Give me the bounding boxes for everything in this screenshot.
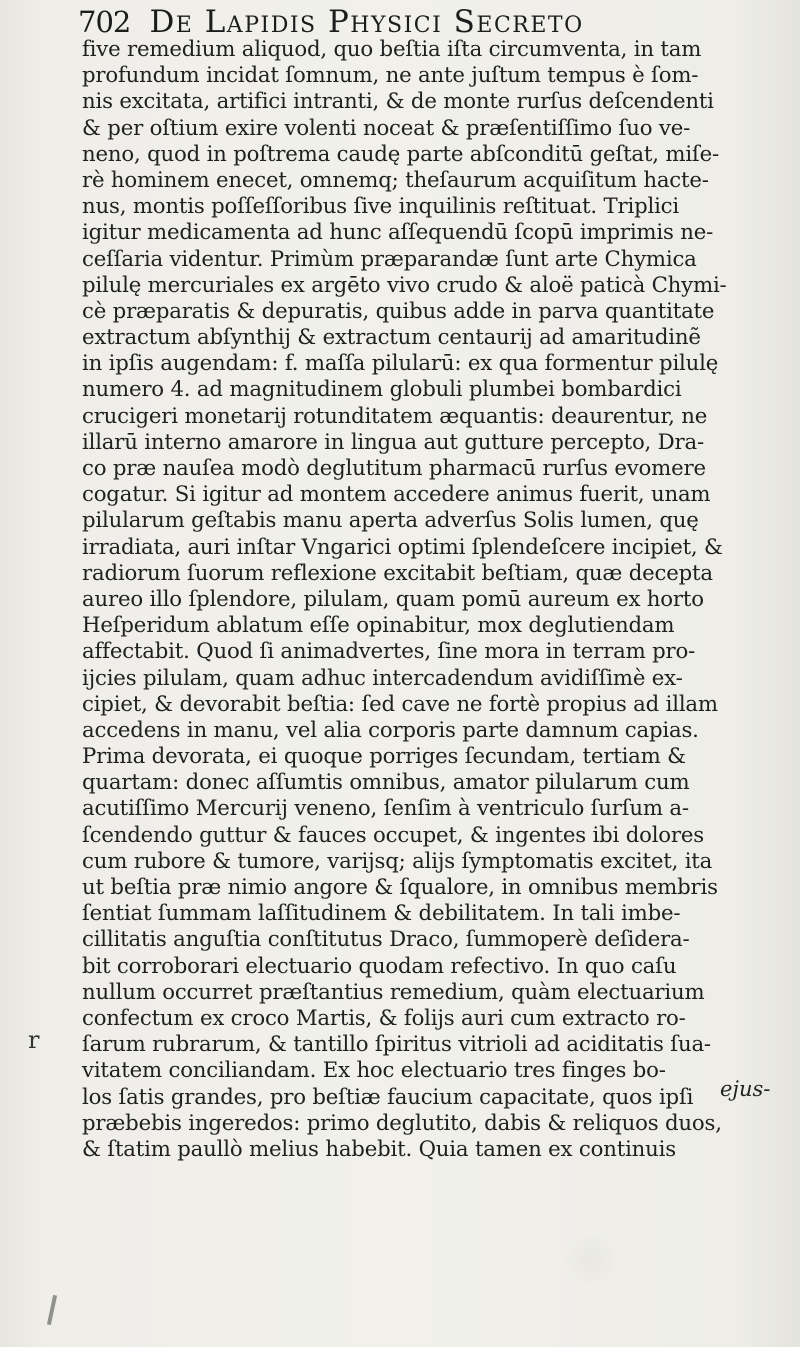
text-line: nullum occurret præſtantius remedium, quàm electuarium [82,979,705,1005]
margin-pen-stroke [47,1295,57,1325]
paper-stain [560,1230,620,1290]
text-line: cillitatis anguſtia conſtitutus Draco, ſummoperè deſidera- [82,927,690,953]
text-line: nus, montis poſſeſſoribus ſive inquilinis reſtituat. Triplici [82,194,679,220]
text-line: ceſſaria videntur. Primùm præparandæ ſunt arte Chymica [82,246,697,272]
margin-mark: r [28,1026,40,1054]
text-line: profundum incidat ſomnum, ne ante juſtum tempus è ſom- [82,63,699,89]
page-number: 702 [78,5,131,39]
text-line: aureo illo ſplendore, pilulam, quam pomū aureum ex horto [82,586,704,612]
text-line: ſcendendo guttur & fauces occupet, & ingentes ibi dolores [82,822,704,848]
text-line: Heſperidum ablatum eſſe opinabitur, mox deglutiendam [82,613,675,639]
text-line: extractum abſynthij & extractum centaurij ad amaritudinẽ [82,325,701,351]
text-line: & ſtatim paullò melius habebit. Quia tamen ex continuis [82,1136,676,1162]
text-line: illarū interno amarore in lingua aut gutture percepto, Dra- [82,429,704,455]
text-line: cogatur. Si igitur ad montem accedere animus fuerit, unam [82,482,711,508]
text-line: ut beſtia præ nimio angore & ſqualore, in omnibus membris [82,875,718,900]
text-line: acutiſſimo Mercurij veneno, ſenſim à ventriculo ſurſum a- [82,796,689,822]
catchword: ejus- [720,1077,771,1101]
text-line: neno, quod in poſtrema caudę parte abſconditū geſtat, miſe- [82,141,719,167]
text-line: co præ nauſea modò deglutitum pharmacū rurſus evomere [82,456,706,481]
text-line: cipiet, & devorabit beſtia: ſed cave ne fortè propius ad illam [82,691,718,717]
text-line: numero 4. ad magnitudinem globuli plumbei bombardici [82,377,682,403]
text-line: igitur medicamenta ad hunc aſſequendū ſcopū imprimis ne- [82,220,714,246]
text-line: in ipſis augendam: f. maſſa pilularū: ex qua formentur pilulę [82,351,719,377]
text-line: ſarum rubrarum, & tantillo ſpiritus vitrioli ad aciditatis ſua- [82,1032,711,1058]
text-line: los ſatis grandes, pro beſtiæ faucium capacitate, quos ipſi [82,1084,694,1110]
text-line: pilularum geſtabis manu aperta adverſus Solis lumen, quę [82,508,699,534]
text-line: bit corroborari electuario quodam refectivo. In quo caſu [82,953,677,979]
text-line: Prima devorata, ei quoque porriges ſecundam, tertiam & [82,744,686,770]
text-line: accedens in manu, vel alia corporis parte damnum capias. [82,717,699,743]
body-text [82,37,800,1163]
text-line: affectabit. Quod ſi animadvertes, ſine mora in terram pro- [82,639,696,665]
text-line: & per oſtium exire volenti noceat & præſentiſſimo ſuo ve- [82,115,691,141]
text-line: vitatem conciliandam. Ex hoc electuario tres finges bo- [82,1058,666,1084]
text-line: ijcies pilulam, quam adhuc intercadendum avidiſſimè ex- [82,665,683,691]
text-line: crucigeri monetarij rotunditatem æquantis: deaurentur, ne [82,403,708,429]
text-line: præbebis ingeredos: primo deglutito, dabis & reliquos duos, [82,1110,722,1136]
text-line: nis excitata, artifici intranti, & de monte rurſus deſcendenti [82,89,714,115]
running-title: De Lapidis Physici Secreto [149,4,584,40]
text-line: five remedium aliquod, quo beſtia iſta circumventa, in tam [82,37,702,62]
text-line: ſentiat ſummam laſſitudinem & debilitatem. In tali imbe- [82,901,681,927]
text-line: cum rubore & tumore, varijsq; alijs ſymptomatis excitet, ita [82,848,713,874]
text-line: radiorum ſuorum reflexione excitabit beſtiam, quæ decepta [82,560,713,586]
text-line: cè præparatis & depuratis, quibus adde in parva quantitate [82,298,715,324]
text-line: pilulę mercuriales ex argēto vivo crudo & aloë paticà Chymi- [82,272,727,298]
text-line: irradiata, auri inſtar Vngarici optimi ſplendeſcere incipiet, & [82,534,723,560]
text-line: quartam: donec aſſumtis omnibus, amator pilularum cum [82,770,690,796]
text-line: confectum ex croco Martis, & folijs auri cum extracto ro- [82,1005,686,1031]
text-line: rè hominem enecet, omnemq; theſaurum acquiſitum hacte- [82,167,709,193]
